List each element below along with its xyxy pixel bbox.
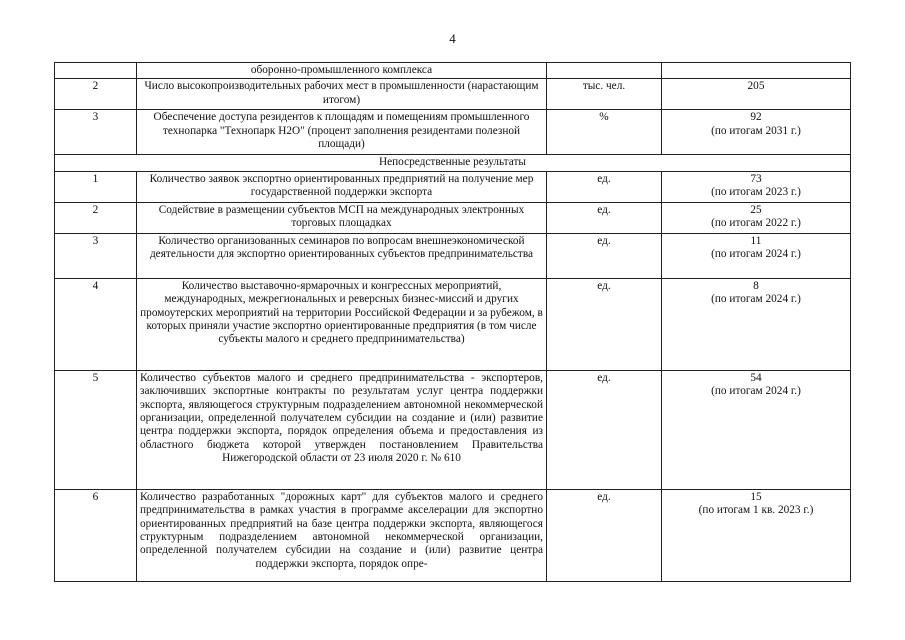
- row-value-note: (по итогам 1 кв. 2023 г.): [698, 504, 814, 517]
- row-value-cell: [662, 233, 851, 278]
- row-value: 73: [750, 172, 762, 185]
- row-number: [55, 63, 137, 79]
- row-description: Количество разработанных "дорожных карт" для субъектов малого и среднего предпринимательства в рамках участия в программе акселерации для экспортно ориентированных предприятий на базе центра поддержки экспорта, являющегося структурным подразделением автономной некоммерческой организации, определенной получателем субсидии на создание и (или) развитие центра поддержки экспорта, порядок опре-: [137, 489, 547, 581]
- row-value-note: (по итогам 2023 г.): [711, 186, 801, 199]
- row-value-cell: [662, 202, 851, 233]
- row-value-cell: [662, 278, 851, 370]
- row-unit: [547, 63, 662, 79]
- row-value-cell: [662, 171, 851, 202]
- section-title: Непосредственные результаты: [55, 155, 851, 171]
- row-value: 15: [750, 490, 762, 503]
- row-unit: ед.: [547, 202, 662, 233]
- table-row: [55, 110, 851, 155]
- row-number: 4: [55, 278, 137, 370]
- row-unit: ед.: [547, 171, 662, 202]
- row-number: 1: [55, 171, 137, 202]
- table-row: [55, 63, 851, 79]
- row-value-cell: [662, 370, 851, 489]
- table-row: [55, 79, 851, 110]
- row-description: Обеспечение доступа резидентов к площадям и помещениям промышленного технопарка "Технопарк Н2О" (процент заполнения резидентами полезной площади): [137, 110, 547, 155]
- row-description: Количество субъектов малого и среднего предпринимательства - экспортеров, заключивших экспортные контракты по результатам услуг центра поддержки экспорта, являющегося структурным подразделением автономной некоммерческой организации, определенной получателем субсидии на создание и (или) развитие центра поддержки экспорта, порядок определения объема и предоставления из областного бюджета которой утвержден постановлением Правительства Нижегородской области от 23 июля 2020 г. № 610: [137, 370, 547, 489]
- row-value: 205: [747, 80, 765, 93]
- row-value-cell: [662, 63, 851, 79]
- table-row: [55, 489, 851, 581]
- row-description: Количество организованных семинаров по вопросам внешнеэкономической деятельности для экспортно ориентированных субъектов предпринимательства: [137, 233, 547, 278]
- row-value-note: (по итогам 2031 г.): [711, 124, 801, 137]
- row-description: Количество заявок экспортно ориентированных предприятий на получение мер государственной поддержки экспорта: [137, 171, 547, 202]
- row-unit: %: [547, 110, 662, 155]
- row-value-note: (по итогам 2022 г.): [711, 217, 801, 230]
- table-row: [55, 202, 851, 233]
- row-unit: ед.: [547, 278, 662, 370]
- row-unit: тыс. чел.: [547, 79, 662, 110]
- row-value-note: (по итогам 2024 г.): [711, 293, 801, 306]
- row-number: 5: [55, 370, 137, 489]
- row-unit: ед.: [547, 370, 662, 489]
- row-description: Количество выставочно-ярмарочных и конгрессных мероприятий, международных, межрегиональных и реверсных бизнес-миссий и других промоутерских мероприятий на территории Российской Федерации и за рубежом, в которых приняли участие экспортно ориентированные предприятия (в том числе субъекты малого и среднего предпринимательства): [137, 278, 547, 370]
- table-row: [55, 370, 851, 489]
- table-row: [55, 171, 851, 202]
- section-row: [55, 155, 851, 171]
- row-value: 54: [750, 371, 762, 384]
- table-row: [55, 233, 851, 278]
- row-value: 8: [753, 279, 759, 292]
- row-number: 3: [55, 233, 137, 278]
- indicators-table: [54, 62, 851, 582]
- page-number: 4: [449, 31, 456, 46]
- row-value-cell: [662, 110, 851, 155]
- row-value-cell: [662, 79, 851, 110]
- row-number: 3: [55, 110, 137, 155]
- row-number: 2: [55, 79, 137, 110]
- row-unit: ед.: [547, 233, 662, 278]
- row-value: 92: [750, 111, 762, 124]
- row-value-note: (по итогам 2024 г.): [711, 248, 801, 261]
- row-number: 2: [55, 202, 137, 233]
- row-description: Содействие в размещении субъектов МСП на международных электронных торговых площадках: [137, 202, 547, 233]
- row-unit: ед.: [547, 489, 662, 581]
- table-row: [55, 278, 851, 370]
- row-value-cell: [662, 489, 851, 581]
- row-value: 11: [750, 234, 762, 247]
- row-value-note: (по итогам 2024 г.): [711, 385, 801, 398]
- row-description: оборонно-промышленного комплекса: [137, 63, 547, 79]
- row-number: 6: [55, 489, 137, 581]
- row-value: 25: [750, 203, 762, 216]
- row-description: Число высокопроизводительных рабочих мест в промышленности (нарастающим итогом): [137, 79, 547, 110]
